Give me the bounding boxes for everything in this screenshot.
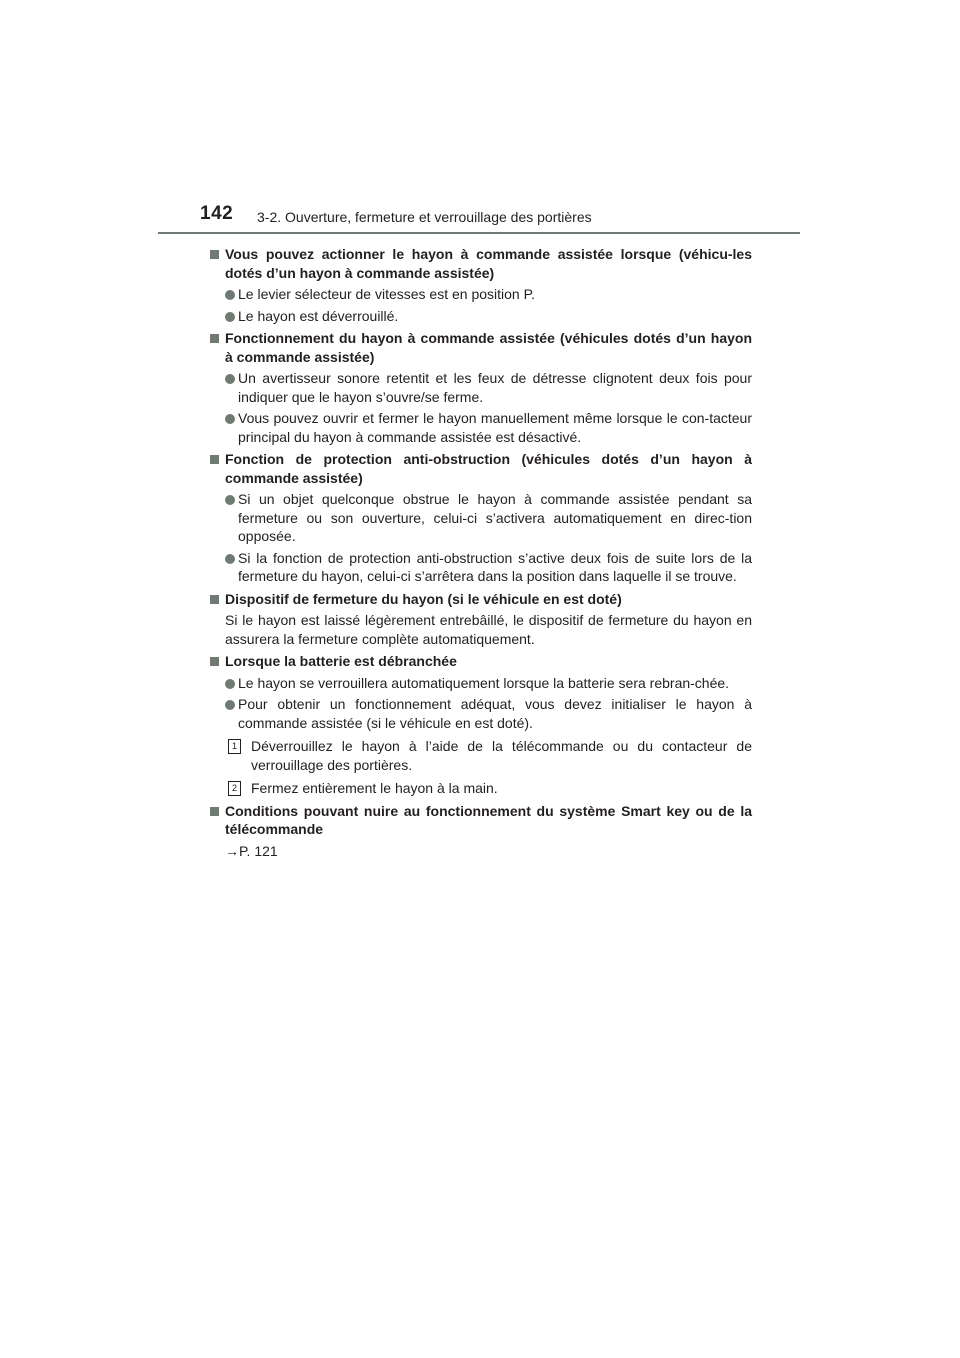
square-bullet-icon (210, 595, 219, 604)
circle-bullet-icon (225, 290, 235, 300)
list-item: Si un objet quelconque obstrue le hayon à commande assistée pendant sa fermeture ou son ouverture, celui-ci s’activera automatiquement en direc-tion opposée. (208, 490, 752, 546)
section-title: 3-2. Ouverture, fermeture et verrouillage des portières (257, 209, 592, 225)
circle-bullet-icon (225, 374, 235, 384)
square-bullet-icon (210, 250, 219, 259)
step-item: 2 Fermez entièrement le hayon à la main. (208, 779, 752, 798)
circle-bullet-icon (225, 312, 235, 322)
circle-bullet-icon (225, 554, 235, 564)
circle-bullet-icon (225, 679, 235, 689)
list-item: Vous pouvez ouvrir et fermer le hayon manuellement même lorsque le con-tacteur principal du hayon à commande assistée est désactivé. (208, 409, 752, 446)
page-content (208, 243, 752, 860)
page-reference-link[interactable]: →P. 121 (225, 842, 278, 859)
list-item: Le levier sélecteur de vitesses est en position P. (208, 285, 752, 304)
circle-bullet-icon (225, 495, 235, 505)
square-bullet-icon (210, 455, 219, 464)
paragraph: Si le hayon est laissé légèrement entrebâillé, le dispositif de fermeture du hayon en assurera la fermeture complète automatiquement. (225, 612, 752, 647)
list-item: Le hayon se verrouillera automatiquement lorsque la batterie sera rebran-chée. (208, 674, 752, 693)
step-item: 1 Déverrouillez le hayon à l’aide de la télécommande ou du contacteur de verrouillage des portières. (208, 737, 752, 774)
page-number: 142 (200, 203, 234, 224)
section-heading: Fonction de protection anti-obstruction (véhicules dotés d’un hayon à commande assistée) (208, 450, 752, 487)
square-bullet-icon (210, 807, 219, 816)
circle-bullet-icon (225, 414, 235, 424)
square-bullet-icon (210, 657, 219, 666)
list-item: Un avertisseur sonore retentit et les feux de détresse clignotent deux fois pour indiquer que le hayon s’ouvre/se ferme. (208, 369, 752, 406)
list-item: Le hayon est déverrouillé. (208, 307, 752, 326)
square-bullet-icon (210, 334, 219, 343)
step-number: 1 (228, 739, 241, 754)
header-divider (158, 232, 800, 234)
step-number: 2 (228, 781, 241, 796)
list-item: Si la fonction de protection anti-obstruction s’active deux fois de suite lors de la fermeture du hayon, celui-ci s’arrêtera dans la position dans laquelle il se trouve. (208, 549, 752, 586)
section-heading: Lorsque la batterie est débranchée (208, 652, 752, 671)
section-heading: Vous pouvez actionner le hayon à commande assistée lorsque (véhicu-les dotés d’un hayon à commande assistée) (208, 245, 752, 282)
section-heading: Conditions pouvant nuire au fonctionnement du système Smart key ou de la télécommande (208, 802, 752, 839)
list-item: Pour obtenir un fonctionnement adéquat, vous devez initialiser le hayon à commande assistée (si le véhicule en est doté). (208, 695, 752, 732)
section-heading: Fonctionnement du hayon à commande assistée (véhicules dotés d’un hayon à commande assistée) (208, 329, 752, 366)
section-heading: Dispositif de fermeture du hayon (si le véhicule en est doté) (208, 590, 752, 609)
circle-bullet-icon (225, 700, 235, 710)
